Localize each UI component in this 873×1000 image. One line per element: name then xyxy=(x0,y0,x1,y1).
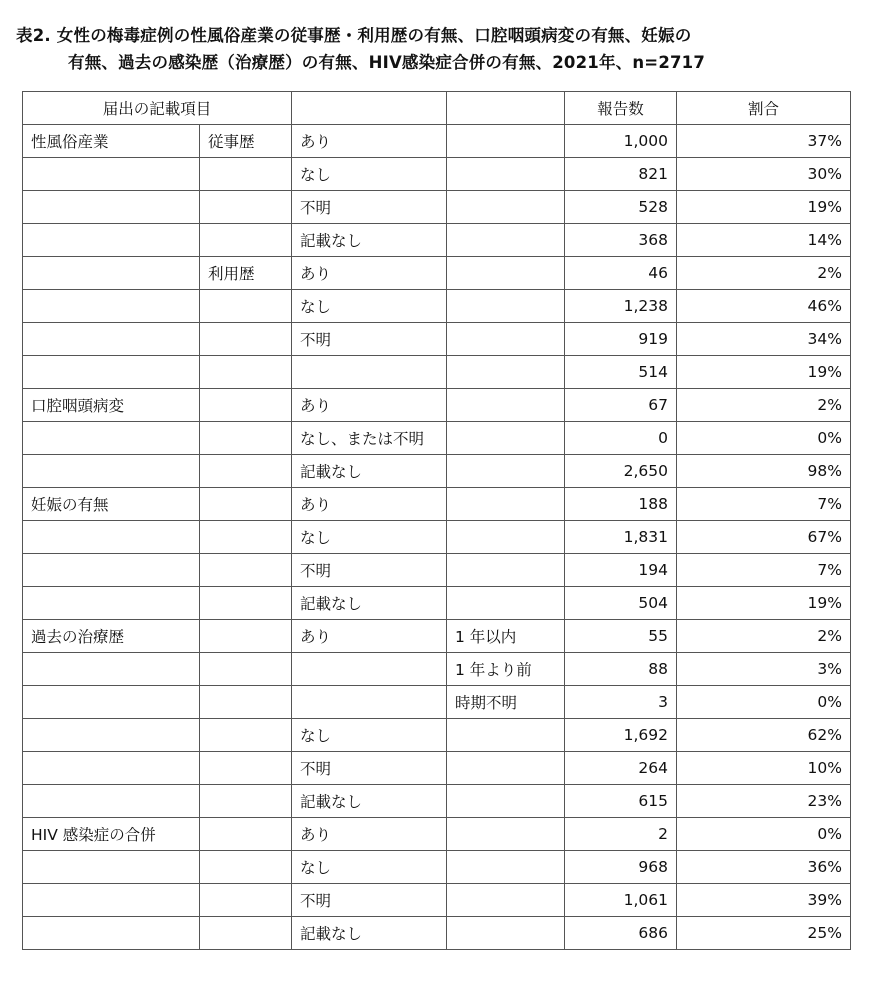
detail-cell xyxy=(447,818,565,851)
header-count: 報告数 xyxy=(565,92,677,125)
subcategory-cell xyxy=(200,422,292,455)
detail-cell xyxy=(447,554,565,587)
detail-cell xyxy=(447,158,565,191)
subcategory-cell xyxy=(200,587,292,620)
detail-cell xyxy=(447,422,565,455)
subcategory-cell xyxy=(200,290,292,323)
count-cell: 1,000 xyxy=(565,125,677,158)
subcategory-cell xyxy=(200,521,292,554)
table-row xyxy=(23,785,851,818)
category-cell: 過去の治療歴 xyxy=(23,620,200,653)
table-row xyxy=(23,290,851,323)
category-cell xyxy=(23,290,200,323)
table-row xyxy=(23,653,851,686)
answer-cell: あり xyxy=(292,389,447,422)
ratio-cell: 67% xyxy=(677,521,851,554)
detail-cell xyxy=(447,488,565,521)
subcategory-cell xyxy=(200,719,292,752)
subcategory-cell xyxy=(200,158,292,191)
answer-cell: 記載なし xyxy=(292,587,447,620)
subcategory-cell xyxy=(200,818,292,851)
subcategory-cell: 利用歴 xyxy=(200,257,292,290)
detail-cell xyxy=(447,917,565,950)
category-cell xyxy=(23,521,200,554)
category-cell: HIV 感染症の合併 xyxy=(23,818,200,851)
subcategory-cell xyxy=(200,488,292,521)
ratio-cell: 10% xyxy=(677,752,851,785)
ratio-cell: 23% xyxy=(677,785,851,818)
ratio-cell: 19% xyxy=(677,356,851,389)
category-cell xyxy=(23,455,200,488)
subcategory-cell xyxy=(200,389,292,422)
detail-cell xyxy=(447,752,565,785)
count-cell: 194 xyxy=(565,554,677,587)
table-row xyxy=(23,125,851,158)
detail-cell xyxy=(447,587,565,620)
answer-cell: あり xyxy=(292,125,447,158)
count-cell: 615 xyxy=(565,785,677,818)
answer-cell: 不明 xyxy=(292,554,447,587)
detail-cell xyxy=(447,257,565,290)
answer-cell: なし xyxy=(292,158,447,191)
detail-cell xyxy=(447,455,565,488)
ratio-cell: 37% xyxy=(677,125,851,158)
count-cell: 1,238 xyxy=(565,290,677,323)
header-ratio: 割合 xyxy=(677,92,851,125)
detail-cell xyxy=(447,125,565,158)
ratio-cell: 7% xyxy=(677,554,851,587)
category-cell xyxy=(23,356,200,389)
table-row xyxy=(23,224,851,257)
table-row xyxy=(23,686,851,719)
subcategory-cell xyxy=(200,752,292,785)
table-row xyxy=(23,620,851,653)
count-cell: 46 xyxy=(565,257,677,290)
ratio-cell: 0% xyxy=(677,686,851,719)
ratio-cell: 46% xyxy=(677,290,851,323)
count-cell: 686 xyxy=(565,917,677,950)
detail-cell xyxy=(447,224,565,257)
detail-cell xyxy=(447,521,565,554)
answer-cell: なし xyxy=(292,521,447,554)
table-row xyxy=(23,389,851,422)
ratio-cell: 39% xyxy=(677,884,851,917)
count-cell: 1,831 xyxy=(565,521,677,554)
table-row xyxy=(23,488,851,521)
count-cell: 0 xyxy=(565,422,677,455)
table-row xyxy=(23,719,851,752)
answer-cell xyxy=(292,653,447,686)
category-cell xyxy=(23,587,200,620)
category-cell: 性風俗産業 xyxy=(23,125,200,158)
ratio-cell: 2% xyxy=(677,389,851,422)
subcategory-cell: 従事歴 xyxy=(200,125,292,158)
answer-cell: あり xyxy=(292,620,447,653)
table-row xyxy=(23,158,851,191)
count-cell: 504 xyxy=(565,587,677,620)
ratio-cell: 36% xyxy=(677,851,851,884)
detail-cell xyxy=(447,191,565,224)
subcategory-cell xyxy=(200,620,292,653)
count-cell: 528 xyxy=(565,191,677,224)
category-cell xyxy=(23,224,200,257)
count-cell: 188 xyxy=(565,488,677,521)
detail-cell xyxy=(447,884,565,917)
subcategory-cell xyxy=(200,653,292,686)
answer-cell: なし xyxy=(292,290,447,323)
category-cell xyxy=(23,191,200,224)
answer-cell: 記載なし xyxy=(292,455,447,488)
count-cell: 514 xyxy=(565,356,677,389)
table-row xyxy=(23,818,851,851)
count-cell: 55 xyxy=(565,620,677,653)
table-row xyxy=(23,422,851,455)
category-cell xyxy=(23,719,200,752)
subcategory-cell xyxy=(200,851,292,884)
count-cell: 67 xyxy=(565,389,677,422)
subcategory-cell xyxy=(200,917,292,950)
subcategory-cell xyxy=(200,356,292,389)
detail-cell xyxy=(447,290,565,323)
table-row xyxy=(23,752,851,785)
count-cell: 264 xyxy=(565,752,677,785)
count-cell: 2 xyxy=(565,818,677,851)
caption-line-2: 有無、過去の感染歴（治療歴）の有無、HIV感染症合併の有無、2021年、n=2717 xyxy=(68,53,706,72)
ratio-cell: 3% xyxy=(677,653,851,686)
detail-cell xyxy=(447,785,565,818)
caption-line-1: 表2. 女性の梅毒症例の性風俗産業の従事歴・利用歴の有無、口腔咽頭病変の有無、妊娠の xyxy=(16,26,692,45)
count-cell: 1,692 xyxy=(565,719,677,752)
count-cell: 1,061 xyxy=(565,884,677,917)
subcategory-cell xyxy=(200,785,292,818)
detail-cell xyxy=(447,389,565,422)
category-cell xyxy=(23,917,200,950)
ratio-cell: 62% xyxy=(677,719,851,752)
table-row xyxy=(23,884,851,917)
table-row xyxy=(23,257,851,290)
detail-cell: 時期不明 xyxy=(447,686,565,719)
category-cell xyxy=(23,686,200,719)
subcategory-cell xyxy=(200,884,292,917)
answer-cell: なし xyxy=(292,719,447,752)
count-cell: 368 xyxy=(565,224,677,257)
detail-cell xyxy=(447,851,565,884)
header-empty-2 xyxy=(447,92,565,125)
category-cell xyxy=(23,653,200,686)
category-cell: 妊娠の有無 xyxy=(23,488,200,521)
category-cell xyxy=(23,785,200,818)
answer-cell: なし、または不明 xyxy=(292,422,447,455)
category-cell xyxy=(23,158,200,191)
category-cell xyxy=(23,257,200,290)
subcategory-cell xyxy=(200,224,292,257)
ratio-cell: 34% xyxy=(677,323,851,356)
category-cell: 口腔咽頭病変 xyxy=(23,389,200,422)
category-cell xyxy=(23,422,200,455)
ratio-cell: 19% xyxy=(677,587,851,620)
ratio-cell: 25% xyxy=(677,917,851,950)
header-item: 届出の記載項目 xyxy=(23,92,292,125)
count-cell: 2,650 xyxy=(565,455,677,488)
table-row xyxy=(23,521,851,554)
answer-cell: 記載なし xyxy=(292,224,447,257)
answer-cell: あり xyxy=(292,257,447,290)
table-row xyxy=(23,356,851,389)
count-cell: 3 xyxy=(565,686,677,719)
category-cell xyxy=(23,323,200,356)
subcategory-cell xyxy=(200,455,292,488)
ratio-cell: 30% xyxy=(677,158,851,191)
ratio-cell: 19% xyxy=(677,191,851,224)
count-cell: 968 xyxy=(565,851,677,884)
table-row xyxy=(23,455,851,488)
ratio-cell: 14% xyxy=(677,224,851,257)
header-row xyxy=(23,92,851,125)
detail-cell xyxy=(447,323,565,356)
answer-cell: 不明 xyxy=(292,752,447,785)
category-cell xyxy=(23,884,200,917)
answer-cell: 不明 xyxy=(292,323,447,356)
answer-cell: なし xyxy=(292,851,447,884)
table-row xyxy=(23,323,851,356)
ratio-cell: 2% xyxy=(677,620,851,653)
detail-cell xyxy=(447,356,565,389)
detail-cell xyxy=(447,719,565,752)
answer-cell: 不明 xyxy=(292,884,447,917)
answer-cell: 不明 xyxy=(292,191,447,224)
answer-cell xyxy=(292,686,447,719)
data-table xyxy=(22,91,851,950)
category-cell xyxy=(23,851,200,884)
ratio-cell: 7% xyxy=(677,488,851,521)
category-cell xyxy=(23,554,200,587)
count-cell: 919 xyxy=(565,323,677,356)
ratio-cell: 0% xyxy=(677,818,851,851)
answer-cell xyxy=(292,356,447,389)
table-row xyxy=(23,587,851,620)
subcategory-cell xyxy=(200,323,292,356)
subcategory-cell xyxy=(200,554,292,587)
header-empty-1 xyxy=(292,92,447,125)
ratio-cell: 98% xyxy=(677,455,851,488)
answer-cell: あり xyxy=(292,818,447,851)
count-cell: 821 xyxy=(565,158,677,191)
subcategory-cell xyxy=(200,191,292,224)
table-row xyxy=(23,554,851,587)
table-row xyxy=(23,191,851,224)
table-row xyxy=(23,851,851,884)
table-row xyxy=(23,917,851,950)
table-caption xyxy=(16,22,861,76)
subcategory-cell xyxy=(200,686,292,719)
answer-cell: 記載なし xyxy=(292,917,447,950)
count-cell: 88 xyxy=(565,653,677,686)
ratio-cell: 0% xyxy=(677,422,851,455)
detail-cell: 1 年以内 xyxy=(447,620,565,653)
answer-cell: あり xyxy=(292,488,447,521)
ratio-cell: 2% xyxy=(677,257,851,290)
answer-cell: 記載なし xyxy=(292,785,447,818)
detail-cell: 1 年より前 xyxy=(447,653,565,686)
category-cell xyxy=(23,752,200,785)
